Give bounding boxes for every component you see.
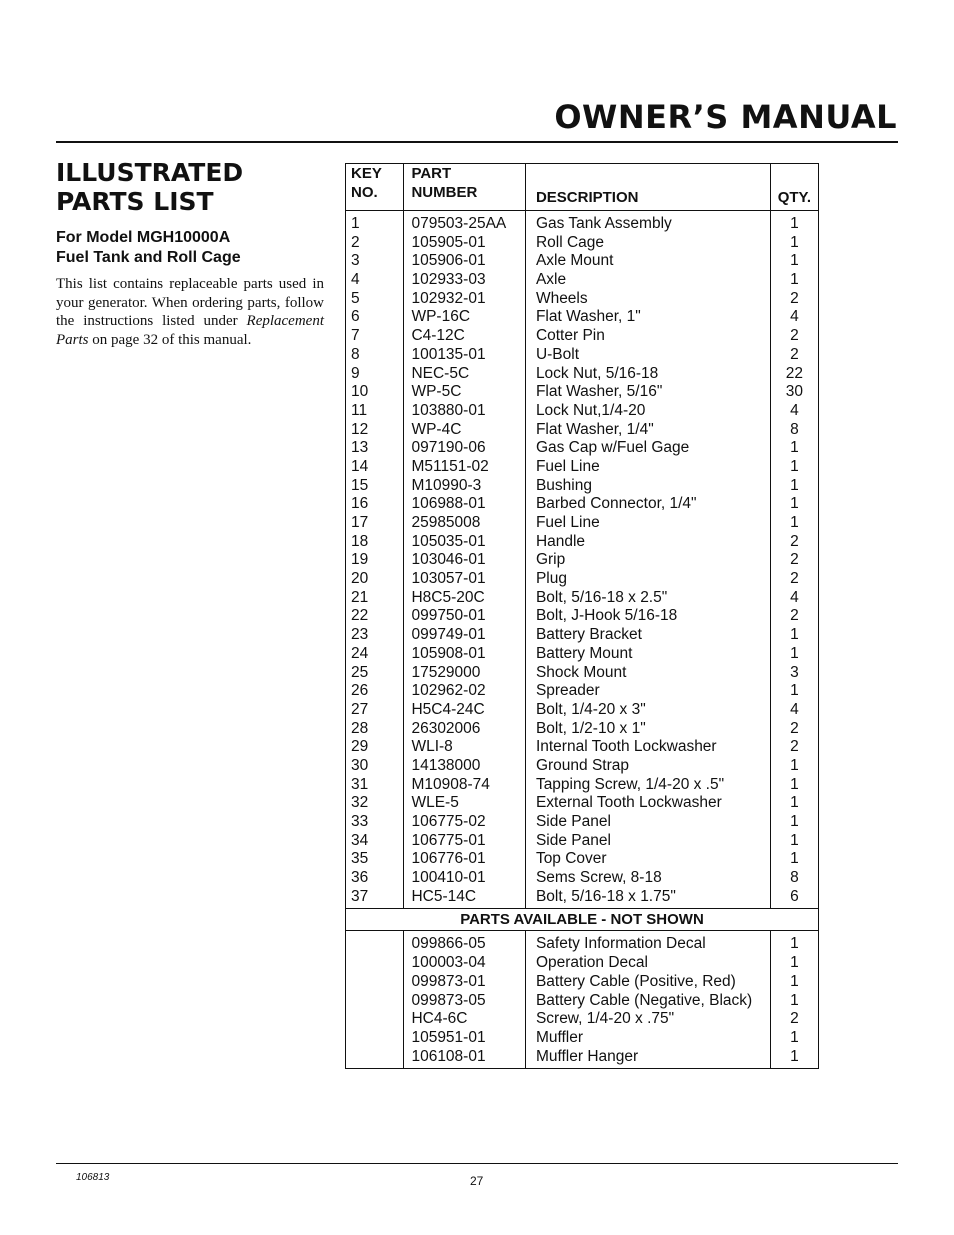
parts-key-no: 28 [351,719,369,737]
parts-description: Lock Nut,1/4-20 [535,401,646,419]
not-shown-qty: 1 [790,972,799,990]
part-number-column [404,211,525,909]
parts-qty: 4 [790,588,799,606]
parts-key-no: 17 [351,514,369,531]
parts-key-no: 12 [351,420,369,438]
parts-part-number: 099750-01 [411,607,486,625]
parts-qty: 1 [790,514,799,531]
parts-key-no: 37 [351,887,369,905]
parts-qty: 2 [790,345,799,363]
header-key-line1: KEY [351,165,382,182]
parts-key-no: 25 [351,663,369,681]
parts-part-number: WP-16C [411,308,471,326]
parts-qty: 1 [790,794,799,812]
key-column [346,211,404,909]
parts-part-number: WLI-8 [411,738,453,756]
parts-part-number: 105905-01 [411,233,486,251]
not-shown-heading: PARTS AVAILABLE - NOT SHOWN [346,909,819,931]
parts-key-no: 33 [351,813,369,830]
parts-qty: 1 [790,644,799,662]
not-shown-qty: 2 [790,1010,799,1028]
parts-part-number: 099749-01 [411,626,486,644]
parts-table [345,163,819,1069]
parts-qty: 4 [790,308,799,326]
manual-title: OWNER’S MANUAL [554,98,897,136]
parts-part-number: 102932-01 [411,289,486,307]
parts-part-number: 26302006 [411,719,481,737]
not-shown-description: Screw, 1/4-20 x .75" [535,1010,675,1028]
header-part-line1: PART [411,165,452,182]
parts-description: Plug [535,570,567,588]
parts-part-number: M10908-74 [411,775,490,793]
parts-description: Bolt, 1/2-10 x 1" [535,719,646,737]
intro-paragraph [56,275,324,349]
not-shown-description: Safety Information Decal [535,935,706,953]
parts-qty: 6 [790,887,799,905]
parts-key-no: 20 [351,570,369,588]
parts-description: Fuel Line [535,457,600,475]
parts-qty: 1 [790,775,799,793]
parts-key-no: 23 [351,626,369,644]
parts-qty: 2 [790,289,799,307]
header-part-number [404,164,525,211]
parts-description: Bolt, J-Hook 5/16-18 [535,607,678,625]
parts-key-no: 5 [351,289,360,307]
parts-qty: 1 [790,626,799,644]
parts-qty: 2 [790,327,799,345]
parts-part-number: 100410-01 [411,869,486,887]
parts-qty: 1 [790,457,799,475]
parts-part-number: 103057-01 [411,570,486,588]
parts-part-number: 14138000 [411,756,481,774]
not-shown-qty-column [770,931,818,1069]
not-shown-body-row [346,931,819,1069]
parts-qty: 1 [790,831,799,849]
parts-part-number: C4-12C [411,327,465,345]
parts-part-number: H5C4-24C [411,700,485,718]
parts-key-no: 15 [351,476,369,494]
header-key-no [346,164,404,211]
parts-qty: 1 [790,439,799,457]
parts-part-number: 106988-01 [411,495,486,513]
parts-part-number: 106775-01 [411,831,486,849]
parts-qty: 2 [790,570,799,588]
parts-part-number: 105906-01 [411,252,486,270]
not-shown-description: Battery Cable (Positive, Red) [535,972,736,990]
header-qty: QTY. [770,164,818,211]
parts-qty: 1 [790,215,799,232]
subtitle-model: For Model MGH10000A [56,229,231,246]
parts-qty: 22 [785,364,804,382]
parts-key-no: 32 [351,794,369,812]
parts-key-no: 9 [351,364,360,382]
parts-key-no: 29 [351,738,369,756]
parts-qty: 1 [790,495,799,513]
parts-key-no: 36 [351,869,369,887]
parts-part-number: 106776-01 [411,850,486,868]
parts-qty: 8 [790,869,799,887]
parts-description: Wheels [535,289,588,307]
not-shown-description-column [525,931,770,1069]
parts-key-no: 10 [351,383,369,401]
parts-part-number: M10990-3 [411,476,482,494]
parts-description: Flat Washer, 5/16" [535,383,663,401]
parts-description: Grip [535,551,566,569]
parts-part-number: 102933-03 [411,271,486,289]
parts-key-no: 30 [351,756,369,774]
parts-part-number: NEC-5C [411,364,470,382]
parts-description: Tapping Screw, 1/4-20 x .5" [535,775,725,793]
not-shown-description: Battery Cable (Negative, Black) [535,991,753,1009]
parts-part-number: 25985008 [411,514,481,531]
not-shown-qty: 1 [790,991,799,1009]
parts-key-no: 16 [351,495,369,513]
parts-description: Battery Mount [535,644,633,662]
parts-part-number: 100135-01 [411,345,486,363]
table-header-row [346,164,819,211]
parts-part-number: M51151-02 [411,457,489,475]
parts-description: Internal Tooth Lockwasher [535,738,717,756]
parts-qty: 1 [790,682,799,700]
parts-key-no: 7 [351,327,360,345]
parts-part-number: 17529000 [411,663,481,681]
not-shown-part-column [404,931,525,1069]
parts-description: Shock Mount [535,663,627,681]
parts-body-row [346,211,819,909]
parts-key-no: 13 [351,439,369,457]
parts-key-no: 18 [351,532,369,550]
not-shown-qty: 1 [790,1028,799,1046]
parts-part-number: WLE-5 [411,794,459,812]
parts-qty: 1 [790,476,799,494]
parts-key-no: 19 [351,551,369,569]
description-column [525,211,770,909]
parts-qty: 1 [790,756,799,774]
subtitle-assembly: Fuel Tank and Roll Cage [56,249,241,266]
parts-qty: 2 [790,551,799,569]
parts-part-number: 102962-02 [411,682,486,700]
parts-qty: 1 [790,813,799,830]
parts-description: Ground Strap [535,756,629,774]
not-shown-heading-row [346,909,819,931]
parts-description: Cotter Pin [535,327,605,345]
parts-qty: 2 [790,607,799,625]
parts-part-number: 103046-01 [411,551,486,569]
parts-key-no: 27 [351,700,369,718]
parts-key-no: 4 [351,271,360,289]
header-part-line2: NUMBER [411,184,478,201]
parts-description: Bolt, 1/4-20 x 3" [535,700,646,718]
parts-key-no: 22 [351,607,369,625]
parts-part-number: HC5-14C [411,887,477,905]
parts-qty: 30 [785,383,804,401]
parts-key-no: 14 [351,457,369,475]
parts-description: U-Bolt [535,345,580,363]
parts-description: Spreader [535,682,600,700]
parts-part-number: H8C5-20C [411,588,485,606]
header-key-line2: NO. [351,184,378,201]
footer-rule [56,1163,898,1164]
header-rule [56,141,898,143]
parts-description: Side Panel [535,813,611,830]
parts-part-number: WP-4C [411,420,462,438]
not-shown-part-number: 099873-01 [411,972,486,990]
section-title-line2: PARTS LIST [56,187,214,216]
intro-end: on page 32 of this manual. [92,331,252,348]
parts-key-no: 3 [351,252,360,270]
parts-part-number: 105908-01 [411,644,486,662]
parts-qty: 3 [790,663,799,681]
parts-part-number: 106775-02 [411,813,486,830]
parts-key-no: 2 [351,233,360,251]
not-shown-part-number: 106108-01 [411,1047,486,1065]
parts-qty: 1 [790,850,799,868]
parts-key-no: 35 [351,850,369,868]
parts-description: Sems Screw, 8-18 [535,869,662,887]
not-shown-description: Muffler [535,1028,584,1046]
not-shown-description: Muffler Hanger [535,1047,639,1065]
parts-key-no: 26 [351,682,369,700]
section-title [56,158,243,216]
not-shown-part-number: 100003-04 [411,954,486,972]
parts-description: Bolt, 5/16-18 x 2.5" [535,588,668,606]
section-title-line1: ILLUSTRATED [56,158,244,187]
parts-qty: 8 [790,420,799,438]
parts-part-number: 097190-06 [411,439,486,457]
not-shown-part-number: 105951-01 [411,1028,486,1046]
parts-key-no: 11 [351,401,368,419]
parts-part-number: 079503-25AA [411,215,507,232]
parts-description: Lock Nut, 5/16-18 [535,364,659,382]
parts-qty: 4 [790,401,799,419]
parts-description: Battery Bracket [535,626,642,644]
parts-qty: 1 [790,271,799,289]
parts-description: Axle Mount [535,252,614,270]
parts-description: Bolt, 5/16-18 x 1.75" [535,887,676,905]
document-number: 106813 [76,1172,110,1183]
qty-column [770,211,818,909]
parts-description: Gas Tank Assembly [535,215,672,232]
parts-description: Axle [535,271,567,289]
not-shown-part-number: HC4-6C [411,1010,468,1028]
parts-description: Flat Washer, 1/4" [535,420,654,438]
intro-reference: Replacement Parts [56,313,324,348]
parts-description: External Tooth Lockwasher [535,794,722,812]
parts-qty: 2 [790,719,799,737]
parts-key-no: 31 [351,775,369,793]
parts-key-no: 24 [351,644,369,662]
parts-part-number: 103880-01 [411,401,486,419]
not-shown-part-number: 099873-05 [411,991,486,1009]
not-shown-qty: 1 [790,954,799,972]
parts-key-no: 1 [351,215,360,232]
page-number: 27 [470,1174,484,1188]
parts-part-number: 105035-01 [411,532,486,550]
parts-description: Fuel Line [535,514,600,531]
parts-part-number: WP-5C [411,383,462,401]
not-shown-qty: 1 [790,1047,799,1065]
parts-key-no: 34 [351,831,369,849]
parts-description: Gas Cap w/Fuel Gage [535,439,690,457]
parts-key-no: 6 [351,308,360,326]
parts-description: Top Cover [535,850,607,868]
parts-qty: 1 [790,252,799,270]
parts-description: Handle [535,532,586,550]
parts-qty: 1 [790,233,799,251]
parts-qty: 2 [790,532,799,550]
header-description: DESCRIPTION [525,164,770,211]
parts-description: Roll Cage [535,233,604,251]
parts-description: Side Panel [535,831,611,849]
not-shown-part-number: 099866-05 [411,935,486,953]
parts-qty: 2 [790,738,799,756]
not-shown-key-column [346,931,404,1069]
intro-text: This list contains replaceable parts used in your generator. When ordering parts, follow the instructions listed under [56,276,324,329]
parts-description: Flat Washer, 1" [535,308,641,326]
parts-description: Bushing [535,476,592,494]
parts-description: Barbed Connector, 1/4" [535,495,697,513]
parts-qty: 4 [790,700,799,718]
not-shown-qty: 1 [790,935,799,953]
model-subtitle [56,228,241,268]
parts-key-no: 21 [351,588,369,606]
parts-key-no: 8 [351,345,360,363]
not-shown-description: Operation Decal [535,954,648,972]
